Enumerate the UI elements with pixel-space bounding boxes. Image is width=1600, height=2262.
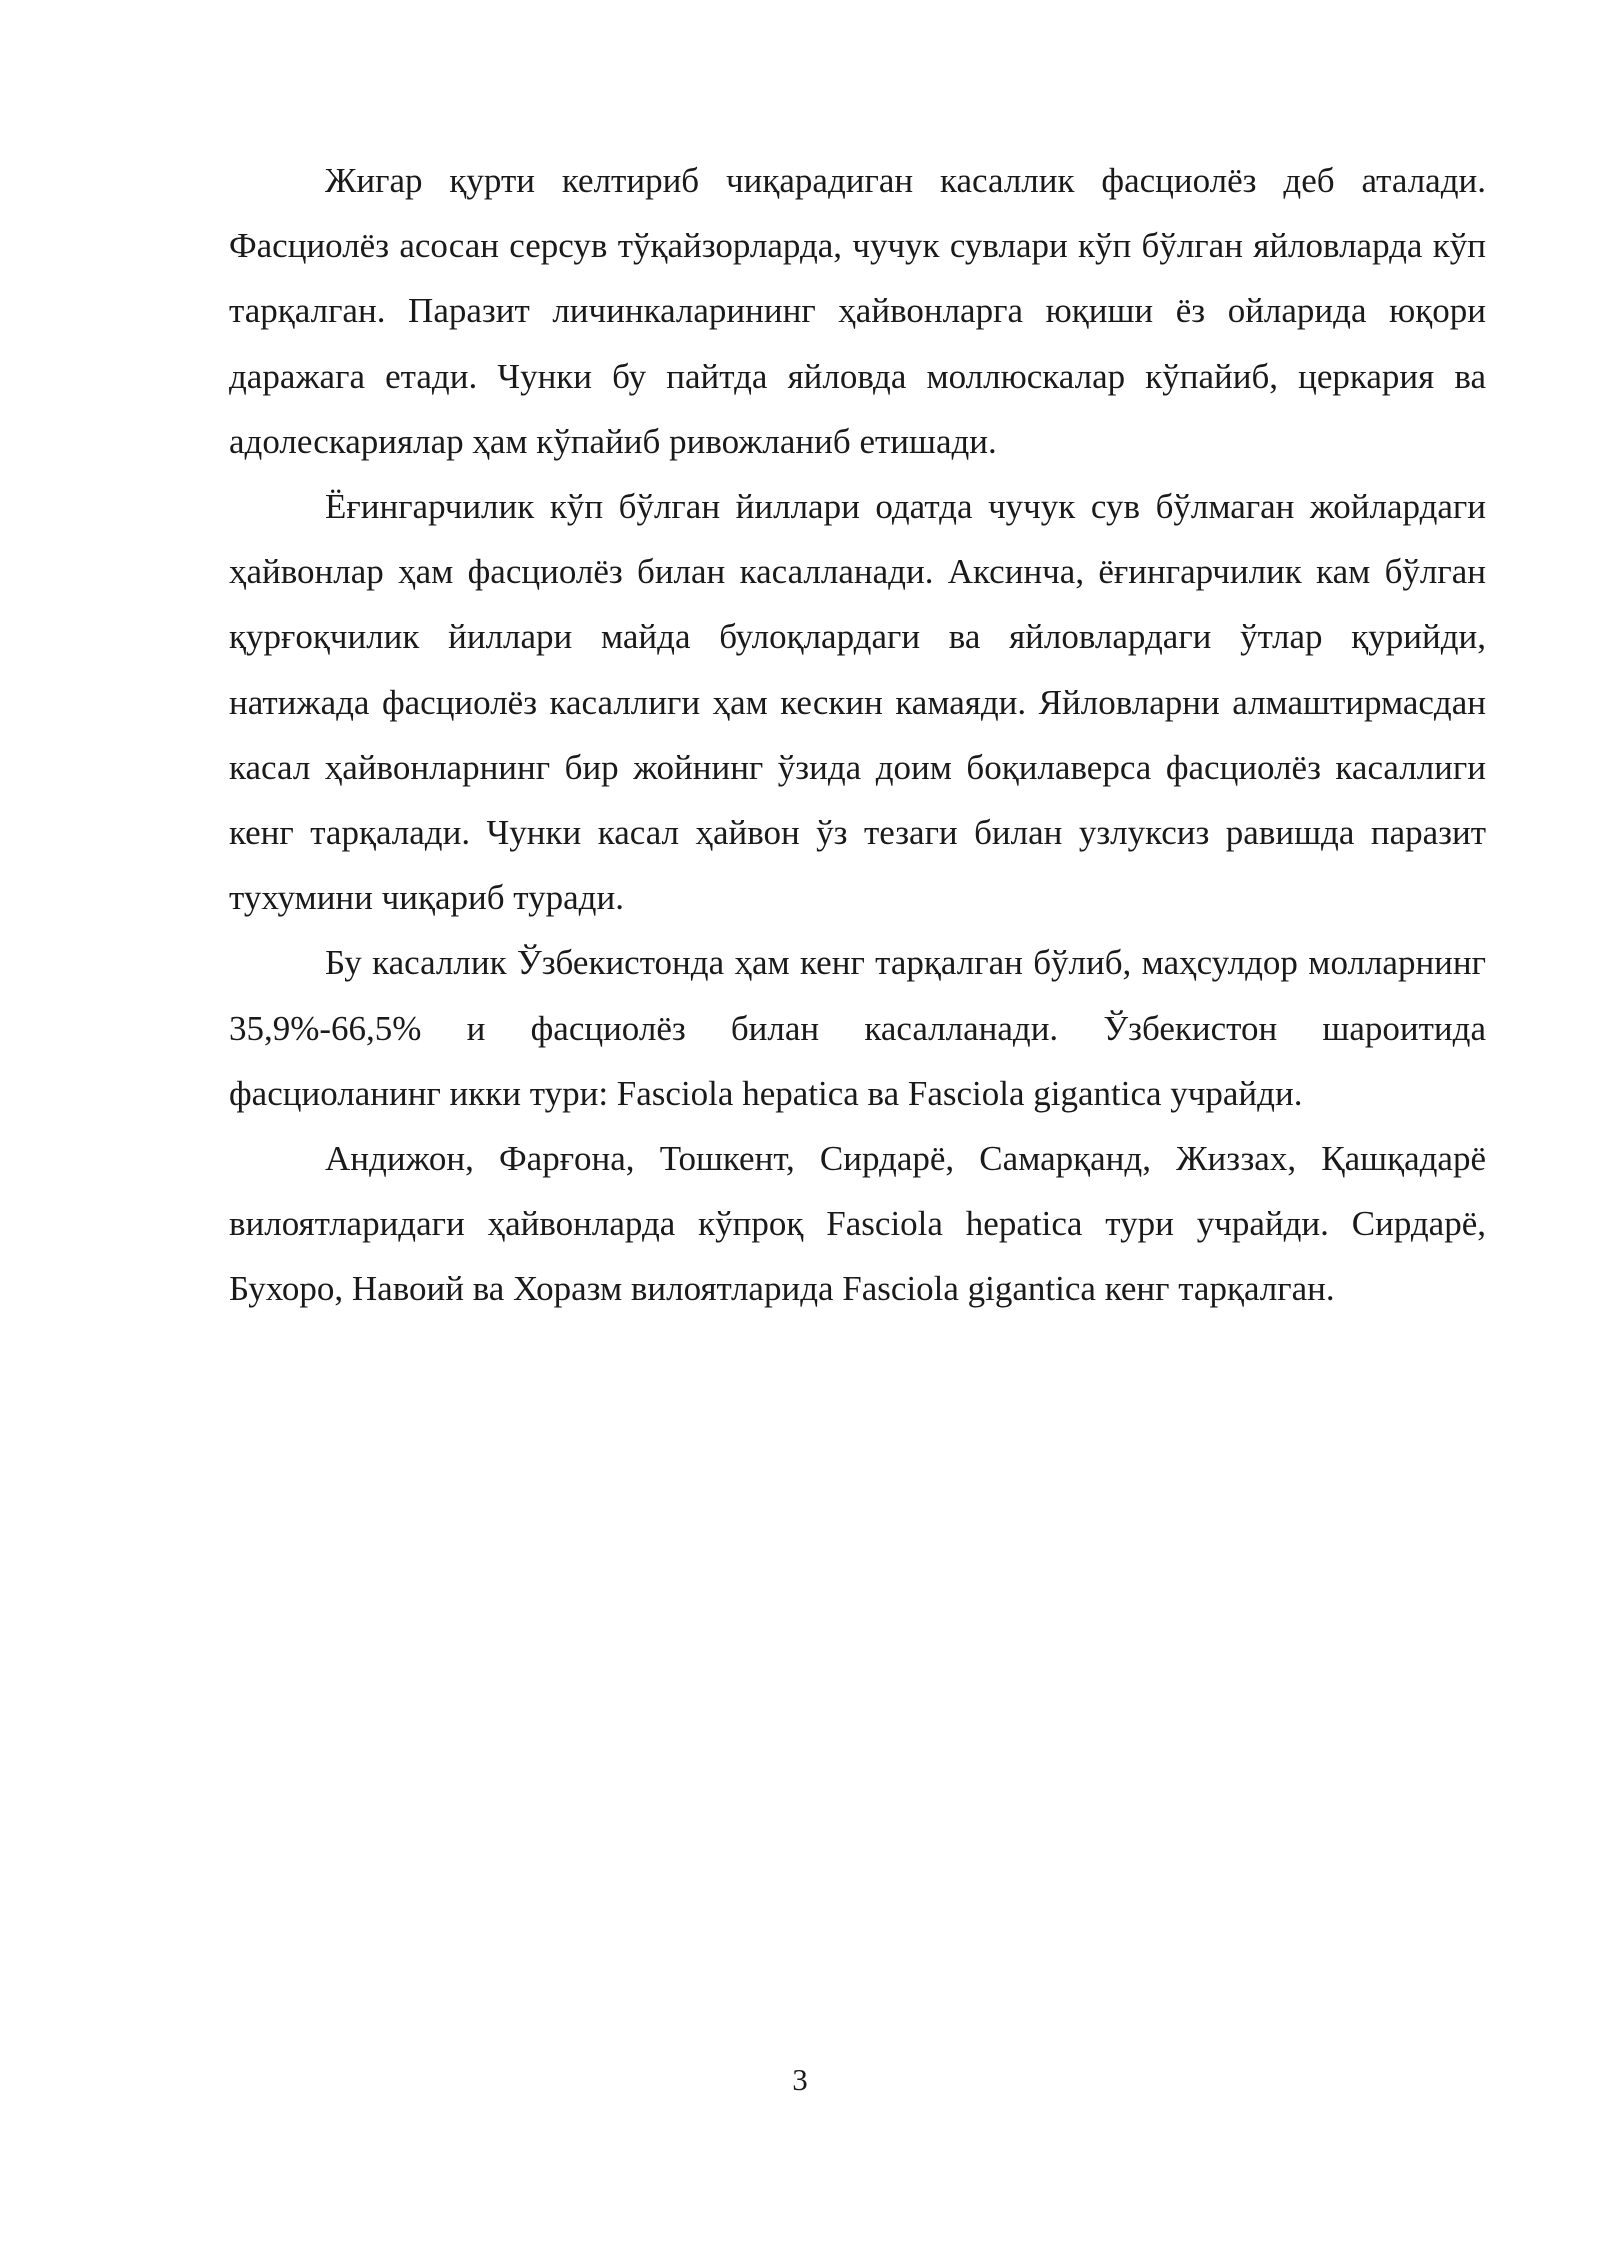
page-number: 3: [792, 2062, 808, 2097]
paragraph-rainfall-effect: Ёғингарчилик кўп бўлган йиллари одатда чучук сув бўлмаган жойлардаги ҳайвонлар ҳам фасциолёз билан касалланади. Аксинча, ёғингарчилик кам бўлган қурғоқчилик йиллари майда булоқлардаги ва яйловлардаги ўтлар қурийди, натижада фасциолёз касаллиги ҳам кескин камаяди. Яйловларни алмаштирмасдан касал ҳайвонларнинг бир жойнинг ўзида доим боқилаверса фасциолёз касаллиги кенг тарқалади. Чунки касал ҳайвон ўз тезаги билан узлуксиз равишда паразит тухумини чиқариб туради.: [229, 487, 1486, 918]
paragraph-uzbekistan-prevalence: Бу касаллик Ўзбекистонда ҳам кенг тарқалган бўлиб, маҳсулдор молларнинг 35,9%-66,5% и фасциолёз билан касалланади. Ўзбекистон шароитида фасциоланинг икки тури: Fasciola hepatica ва Fasciola gigantica учрайди.: [229, 943, 1486, 1113]
paragraph-regional-distribution: Андижон, Фарғона, Тошкент, Сирдарё, Самарқанд, Жиззах, Қашқадарё вилоятларидаги ҳайвонларда кўпроқ Fasciola hepatica тури учрайди. Сирдарё, Бухоро, Навоий ва Хоразм вилоятларида Fasciola gigantica кенг тарқалган.: [229, 1139, 1486, 1309]
paragraph-fascioliasis-definition: Жигар қурти келтириб чиқарадиган касаллик фасциолёз деб аталади. Фасциолёз асосан серсув тўқайзорларда, чучук сувлари кўп бўлган яйловларда кўп тарқалган. Паразит личинкаларининг ҳайвонларга юқиши ёз ойларида юқори даражага етади. Чунки бу пайтда яйловда моллюскалар кўпайиб, церкария ва адолескариялар ҳам кўпайиб ривожланиб етишади.: [229, 161, 1486, 461]
document-body: [229, 148, 1486, 1322]
